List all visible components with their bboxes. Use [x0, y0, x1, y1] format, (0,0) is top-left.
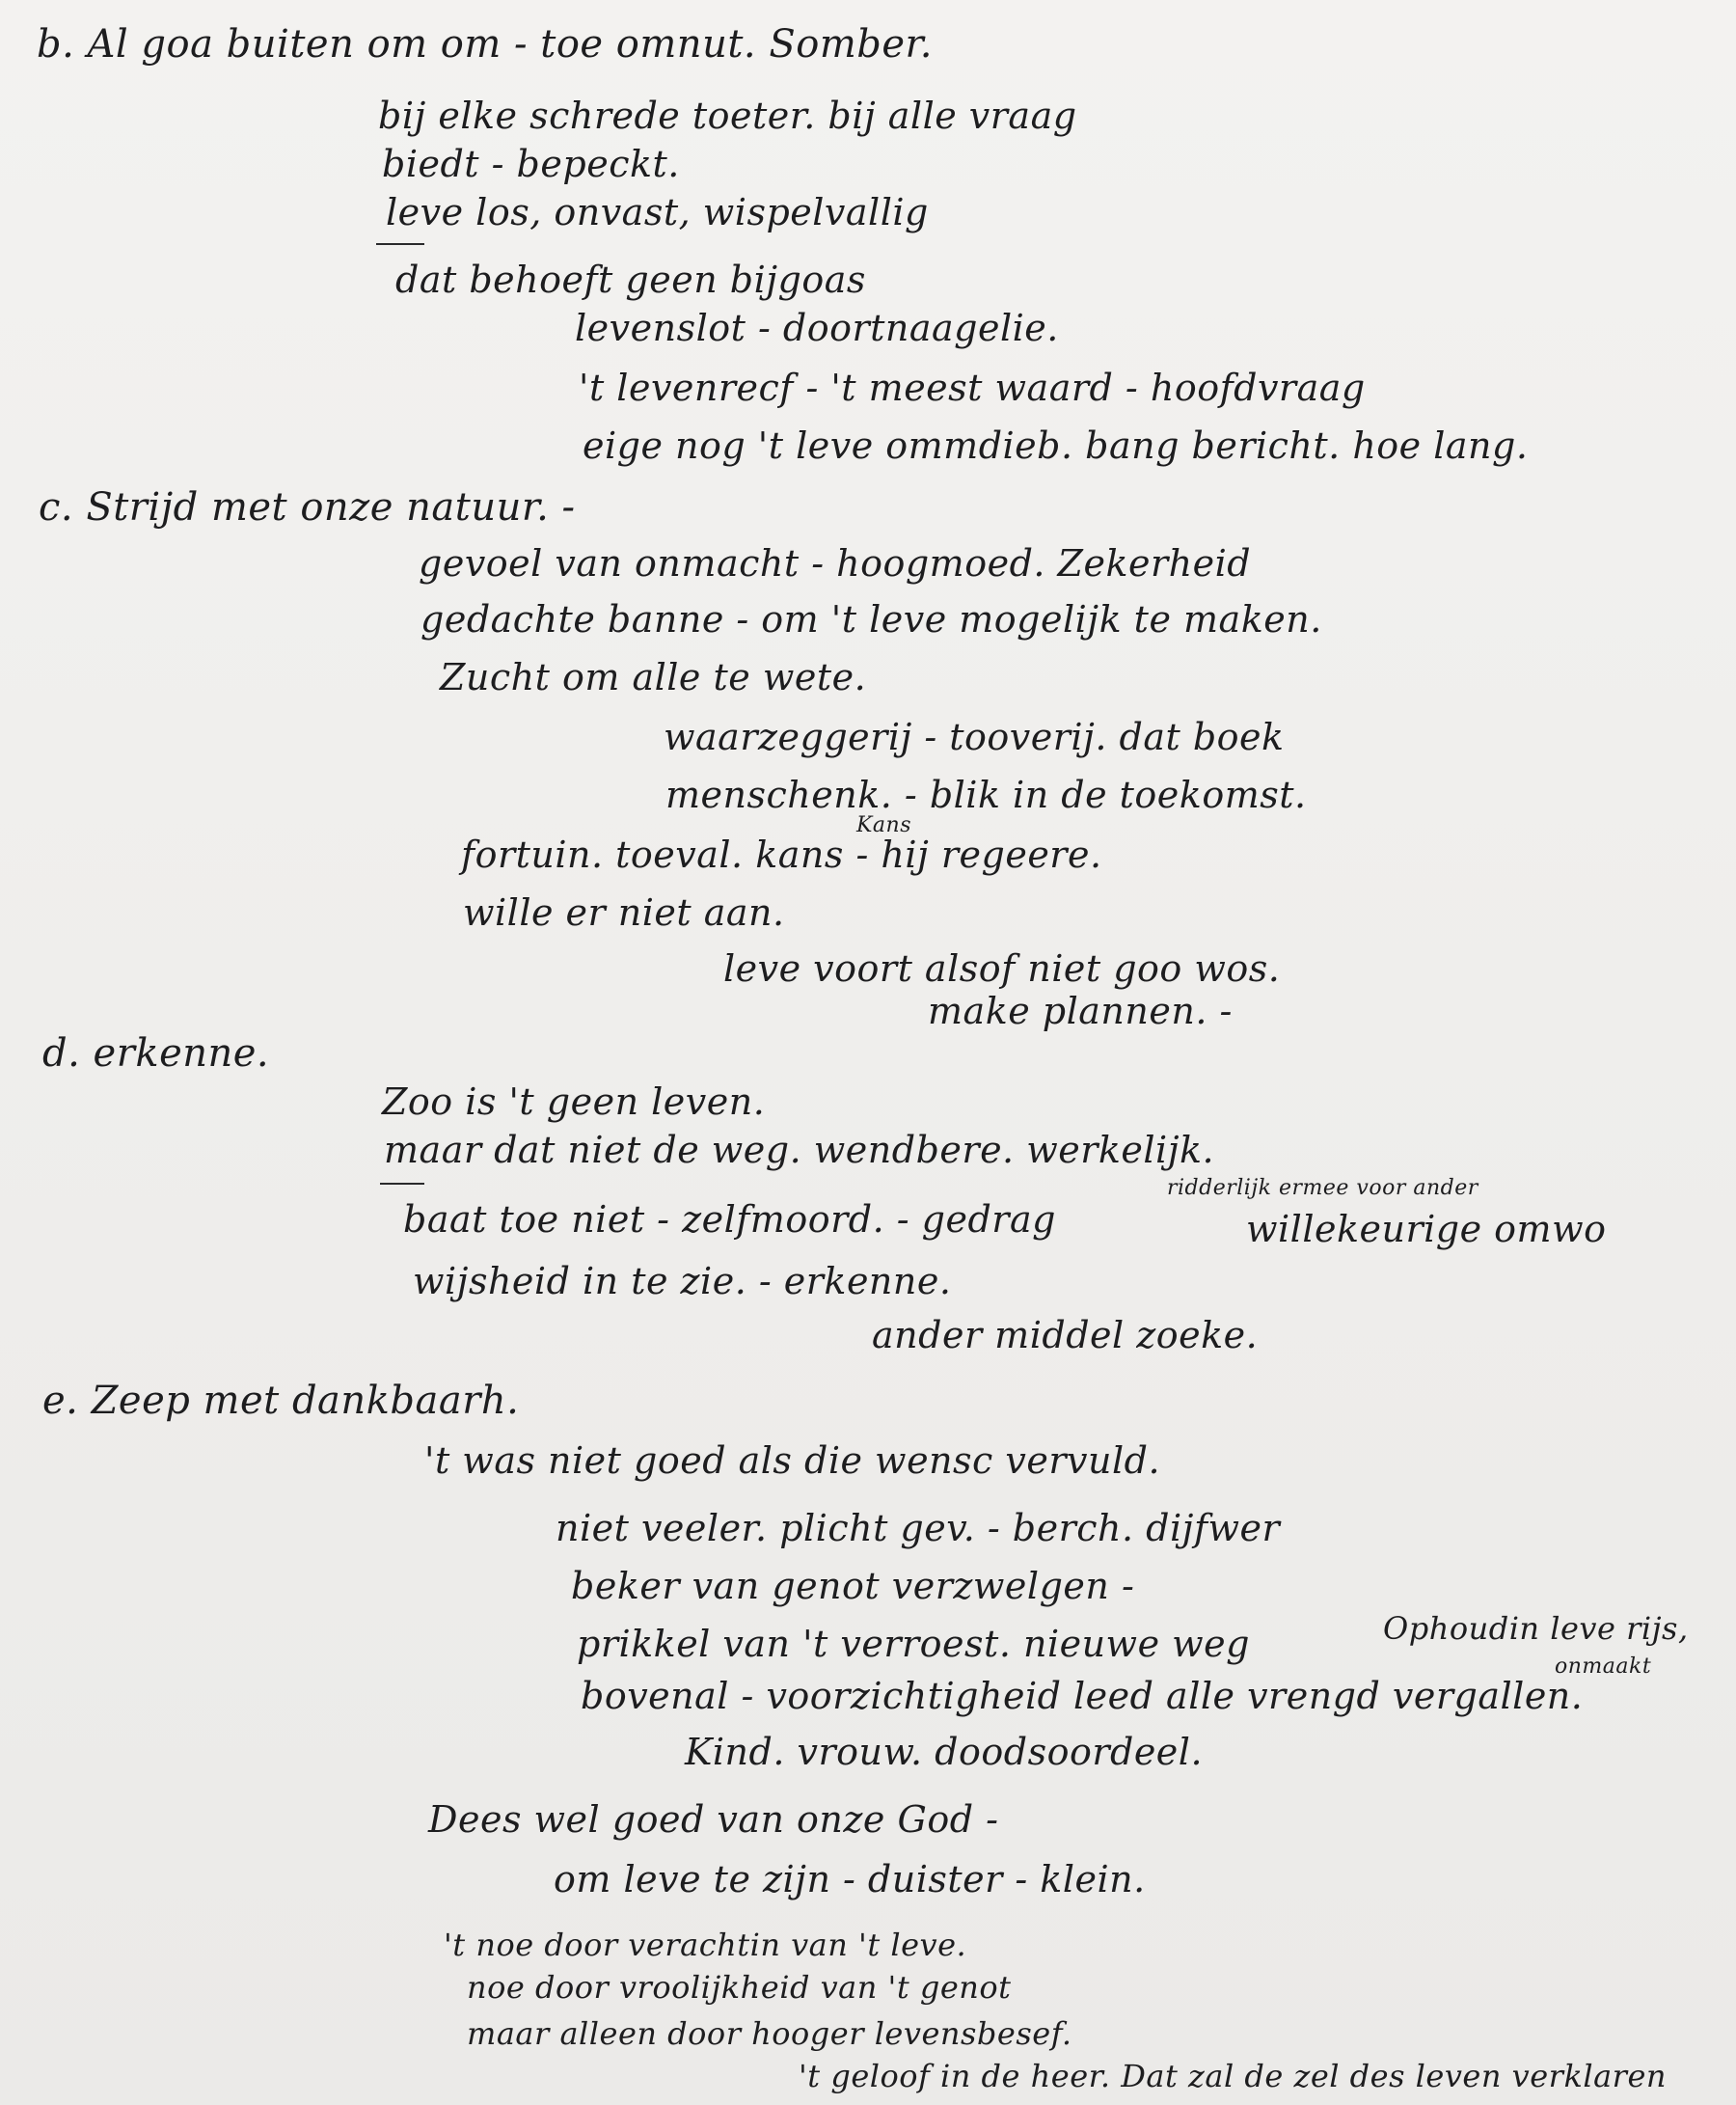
manuscript-line: wijsheid in te zie. - erkenne. [413, 1260, 952, 1302]
manuscript-line: prikkel van 't verroest. nieuwe weg [577, 1623, 1250, 1665]
interlinear-note: Kans [856, 813, 912, 837]
manuscript-line: 't geloof in de heer. Dat zal de zel des leven verklaren [799, 2058, 1667, 2094]
manuscript-line: bij elke schrede toeter. bij alle vraag [378, 95, 1077, 137]
margin-stroke [376, 243, 424, 245]
manuscript-line: 't levenrecf - 't meest waard - hoofdvraag [579, 367, 1366, 409]
manuscript-line: Kind. vrouw. doodsoordeel. [685, 1731, 1204, 1773]
manuscript-line: bovenal - voorzichtigheid leed alle vrengd vergallen. [581, 1675, 1584, 1717]
manuscript-line: beker van genot verzwelgen - [571, 1565, 1135, 1607]
manuscript-line: d. erkenne. [42, 1031, 270, 1076]
manuscript-line: gevoel van onmacht - hoogmoed. Zekerheid [419, 542, 1252, 585]
manuscript-line: maar dat niet de weg. wendbere. werkelijk. [384, 1129, 1215, 1171]
manuscript-line: Zoo is 't geen leven. [382, 1080, 766, 1123]
margin-stroke [380, 1183, 424, 1185]
interlinear-note: ridderlijk ermee voor ander [1167, 1176, 1478, 1200]
manuscript-line: waarzeggerij - tooverij. dat boek [664, 716, 1285, 758]
manuscript-line: gedachte banne - om 't leve mogelijk te maken. [420, 598, 1322, 641]
manuscript-line: maar alleen door hooger levensbesef. [467, 2015, 1072, 2052]
manuscript-line: eige nog 't leve ommdieb. bang bericht. hoe lang. [583, 424, 1529, 467]
manuscript-line: ander middel zoeke. [872, 1314, 1259, 1356]
interlinear-note: Ophoudin leve rijs, [1383, 1610, 1689, 1647]
manuscript-line: biedt - bepeckt. [382, 143, 680, 185]
manuscript-line: Zucht om alle te wete. [440, 656, 867, 698]
manuscript-line: Dees wel goed van onze God - [428, 1798, 999, 1841]
manuscript-line: b. Al goa buiten om om - toe omnut. Somber. [37, 22, 933, 67]
manuscript-line: 't was niet goed als die wensc vervuld. [424, 1439, 1161, 1482]
manuscript-line: fortuin. toeval. kans - hij regeere. [461, 834, 1102, 876]
manuscript-line: willekeurige omwo [1246, 1208, 1607, 1250]
manuscript-line: baat toe niet - zelfmoord. - gedrag [403, 1198, 1056, 1241]
manuscript-line: menschenk. - blik in de toekomst. [665, 774, 1307, 816]
interlinear-note: onmaakt [1555, 1654, 1652, 1679]
manuscript-line: wille er niet aan. [463, 891, 785, 934]
manuscript-line: levenslot - doortnaagelie. [575, 307, 1059, 349]
manuscript-line: niet veeler. plicht gev. - berch. dijfwer [556, 1507, 1281, 1549]
manuscript-line: c. Strijd met onze natuur. - [39, 485, 576, 530]
manuscript-line: 't noe door verachtin van 't leve. [444, 1927, 967, 1963]
manuscript-line: om leve te zijn - duister - klein. [554, 1858, 1146, 1900]
manuscript-line: make plannen. - [928, 990, 1233, 1032]
manuscript-line: dat behoeft geen bijgoas [395, 259, 866, 301]
manuscript-line: e. Zeep met dankbaarh. [42, 1379, 520, 1423]
manuscript-line: leve los, onvast, wispelvallig [386, 191, 929, 233]
manuscript-line: noe door vroolijkheid van 't genot [467, 1969, 1012, 2006]
manuscript-line: leve voort alsof niet goo wos. [723, 947, 1281, 990]
